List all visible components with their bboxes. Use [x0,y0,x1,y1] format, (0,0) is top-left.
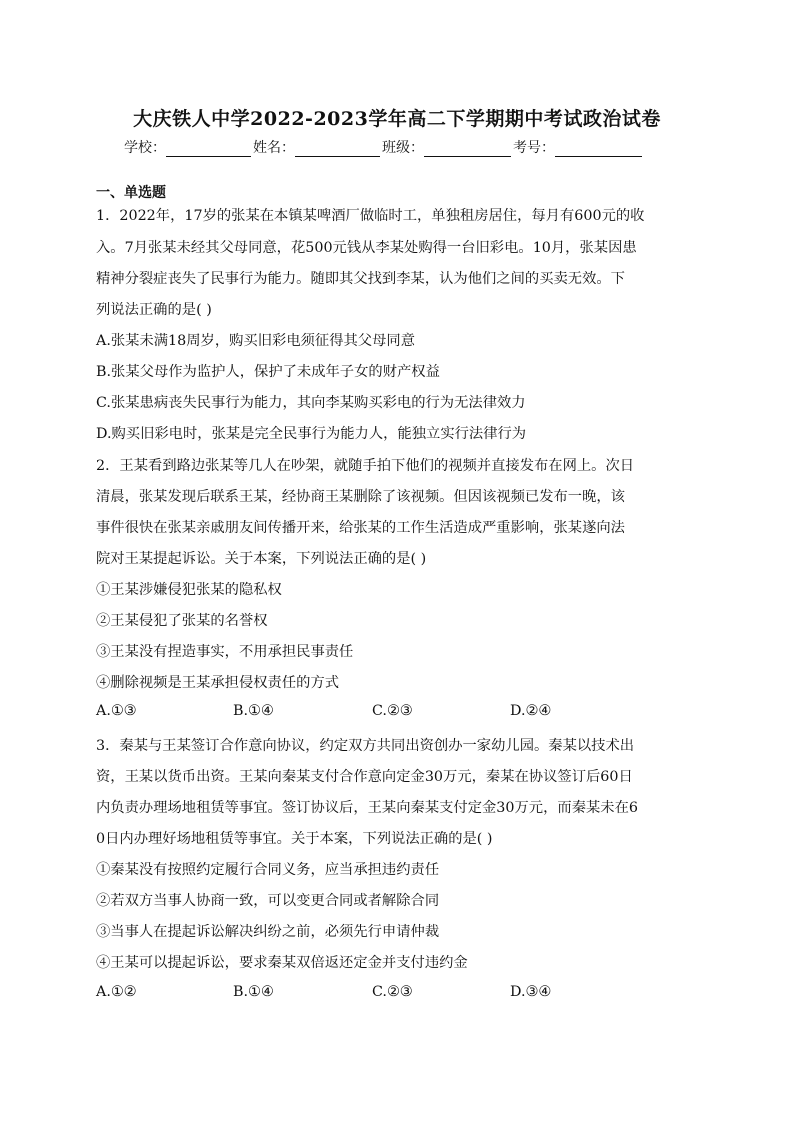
q2-choice-d[interactable]: D.②④ [510,703,552,719]
q2-line: 事件很快在张某亲戚朋友间传播开来，给张某的工作生活造成严重影响，张某遂向法 [96,520,625,536]
number-blank[interactable] [555,142,642,157]
q2-statement: ②王某侵犯了张某的名誉权 [96,613,268,629]
school-blank[interactable] [166,142,251,157]
q2-statement: ③王某没有捏造事实，不用承担民事责任 [96,644,354,660]
q1-option-c[interactable]: C.张某患病丧失民事行为能力，其向李某购买彩电的行为无法律效力 [96,395,526,411]
q2-choice-a[interactable]: A.①③ [96,703,137,719]
class-blank[interactable] [424,142,511,157]
school-label: 学校： [124,140,166,156]
q1-option-a[interactable]: A.张某未满18周岁，购买旧彩电须征得其父母同意 [96,333,415,349]
q2-choice-b[interactable]: B.①④ [233,703,274,719]
q1-line: 入。7月张某未经其父母同意，花500元钱从李某处购得一台旧彩电。10月，张某因患 [96,240,637,256]
q2-statement: ④删除视频是王某承担侵权责任的方式 [96,675,340,691]
class-label: 班级： [382,140,424,156]
q3-choice-d[interactable]: D.③④ [510,984,552,1000]
q1-line: 精神分裂症丧失了民事行为能力。随即其父找到李某，认为他们之间的买卖无效。下 [96,271,625,287]
q3-line: 0日内办理好场地租赁等事宜。关于本案，下列说法正确的是( ) [96,831,493,847]
q3-statement: ④王某可以提起诉讼，要求秦某双倍返还定金并支付违约金 [96,955,468,971]
q2-line: 2．王某看到路边张某等几人在吵架，就随手拍下他们的视频并直接发布在网上。次日 [96,458,635,474]
name-label: 姓名： [253,140,295,156]
q2-statement: ①王某涉嫌侵犯张某的隐私权 [96,582,282,598]
name-blank[interactable] [295,142,380,157]
q3-statement: ②若双方当事人协商一致，可以变更合同或者解除合同 [96,893,440,909]
number-label: 考号： [513,140,555,156]
q1-line: 1．2022年，17岁的张某在本镇某啤酒厂做临时工，单独租房居住，每月有600元的收 [96,208,645,224]
q3-choice-a[interactable]: A.①② [96,984,137,1000]
q3-statement: ③当事人在提起诉讼解决纠纷之前，必须先行申请仲裁 [96,924,440,940]
q1-option-b[interactable]: B.张某父母作为监护人，保护了未成年子女的财产权益 [96,364,440,380]
q3-choice-c[interactable]: C.②③ [372,984,413,1000]
q3-statement: ①秦某没有按照约定履行合同义务，应当承担违约责任 [96,862,440,878]
student-info-row [124,137,644,157]
q3-line: 内负责办理场地租赁等事宜。签订协议后，王某向秦某支付定金30万元，而秦某未在6 [96,800,638,816]
q1-line: 列说法正确的是( ) [96,302,212,318]
q1-option-d[interactable]: D.购买旧彩电时，张某是完全民事行为能力人，能独立实行法律行为 [96,426,527,442]
q3-line: 3．秦某与王某签订合作意向协议，约定双方共同出资创办一家幼儿园。秦某以技术出 [96,738,635,754]
q2-line: 院对王某提起诉讼。关于本案，下列说法正确的是( ) [96,551,427,567]
page-title: 大庆铁人中学2022-2023学年高二下学期期中考试政治试卷 [133,108,661,130]
q3-line: 资，王某以货币出资。王某向秦某支付合作意向定金30万元，秦某在协议签订后60日 [96,769,633,785]
q3-choice-b[interactable]: B.①④ [233,984,274,1000]
q2-choice-c[interactable]: C.②③ [372,703,413,719]
q2-line: 清晨，张某发现后联系王某，经协商王某删除了该视频。但因该视频已发布一晚，该 [96,489,625,505]
section-title: 一、单选题 [96,185,166,201]
